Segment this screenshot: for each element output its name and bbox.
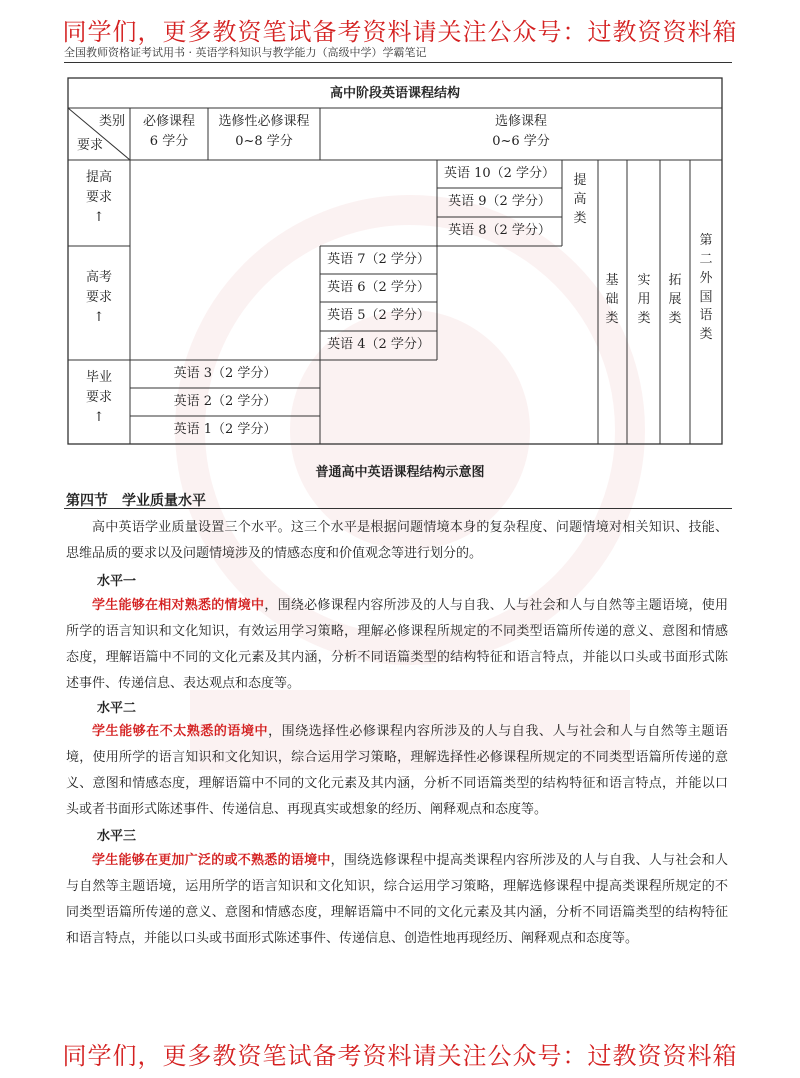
course-english-4: 英语 4（2 学分） [327, 337, 430, 352]
req-graduate: 毕业要求 ↑ [68, 368, 130, 428]
section-rule [64, 508, 732, 509]
level-1-lead: 学生能够在相对熟悉的情境中 [92, 598, 265, 613]
req-advanced: 提高要求 ↑ [68, 168, 130, 228]
course-english-10: 英语 10（2 学分） [443, 166, 556, 181]
section-title: 第四节 学业质量水平 [66, 493, 206, 509]
promo-banner-bottom: 同学们，更多教资笔试备考资料请关注公众号：过教资资料箱 [62, 1042, 738, 1070]
up-arrow-icon: ↑ [93, 410, 105, 426]
header-elective: 选修课程 0~6 学分 [492, 114, 550, 150]
category-extended: 拓展类 [668, 273, 682, 326]
course-english-1: 英语 1（2 学分） [173, 422, 277, 437]
course-english-6: 英语 6（2 学分） [327, 280, 430, 295]
course-english-8: 英语 8（2 学分） [448, 223, 551, 238]
up-arrow-icon: ↑ [93, 210, 105, 226]
level-2-title: 水平二 [97, 701, 137, 716]
level-3-lead: 学生能够在更加广泛的或不熟悉的语境中 [92, 853, 331, 868]
corner-requirement-label: 要求 [76, 138, 103, 153]
figure-caption: 普通高中英语课程结构示意图 [315, 465, 485, 480]
header-required: 必修课程 6 学分 [142, 114, 195, 150]
course-english-7: 英语 7（2 学分） [327, 252, 430, 267]
course-english-2: 英语 2（2 学分） [173, 394, 277, 409]
header-elective-required: 选修性必修课程 0~8 学分 [218, 114, 310, 150]
course-english-5: 英语 5（2 学分） [327, 308, 430, 323]
req-exam: 高考要求 ↑ [68, 268, 130, 328]
course-english-9: 英语 9（2 学分） [448, 194, 551, 209]
up-arrow-icon: ↑ [93, 310, 105, 326]
level-3-title: 水平三 [97, 829, 137, 844]
category-second-language: 第二外国语类 [699, 233, 713, 343]
level-3-paragraph: 学生能够在更加广泛的或不熟悉的语境中，围绕选修课程中提高类课程内容所涉及的人与自我、人与社会和人与自然等主题语境，运用所学的语言知识和文化知识，综合运用学习策略，理解选修课程中提高类课程所规定的不同类型语篇所传递的意义、意图和情感态度，理解语篇中不同的文化元素及其内涵，分析不同语篇类型的结构特征和语言特点，并能以口头或书面形式陈述事件、传递信息、创造性地再现经历、阐释观点和态度等。 [66, 853, 728, 946]
intro-paragraph: 高中英语学业质量设置三个水平。这三个水平是根据问题情境本身的复杂程度、问题情境对相关知识、技能、思维品质的要求以及问题情境涉及的情感态度和价值观念等进行划分的。 [66, 520, 728, 561]
corner-category-label: 类别 [98, 114, 125, 129]
course-english-3: 英语 3（2 学分） [173, 366, 277, 381]
promo-banner-top: 同学们，更多教资笔试备考资料请关注公众号：过教资资料箱 [62, 18, 738, 46]
level-2-paragraph: 学生能够在不太熟悉的语境中，围绕选择性必修课程内容所涉及的人与自我、人与社会和人与自然等主题语境，使用所学的语言知识和文化知识，综合运用学习策略，理解选择性必修课程所规定的不同类型语篇所传递的意义、意图和情感态度，理解语篇中不同的文化元素及其内涵，分析不同语篇类型的结构特征和语言特点，并能以口头或者书面形式陈述事件、传递信息、再现真实或想象的经历、阐释观点和态度等。 [66, 724, 728, 817]
category-practical: 实用类 [637, 273, 651, 326]
level-1-paragraph: 学生能够在相对熟悉的情境中，围绕必修课程内容所涉及的人与自我、人与社会和人与自然等主题语境，使用所学的语言知识和文化知识，有效运用学习策略，理解必修课程所规定的不同类型语篇所传递的意义、意图和情感态度，理解语篇中不同的文化元素及其内涵，分析不同语篇类型的结构特征和语言特点，并能以口头或书面形式陈述事件、传递信息、表达观点和态度等。 [66, 598, 728, 691]
level-2-lead: 学生能够在不太熟悉的语境中 [92, 724, 269, 739]
level-1-title: 水平一 [97, 574, 137, 589]
running-head: 全国教师资格证考试用书 · 英语学科知识与教学能力（高级中学）学霸笔记 [64, 46, 427, 59]
table-title: 高中阶段英语课程结构 [329, 86, 460, 101]
category-basic: 基础类 [605, 273, 619, 326]
category-advanced: 提高类 [573, 173, 587, 226]
